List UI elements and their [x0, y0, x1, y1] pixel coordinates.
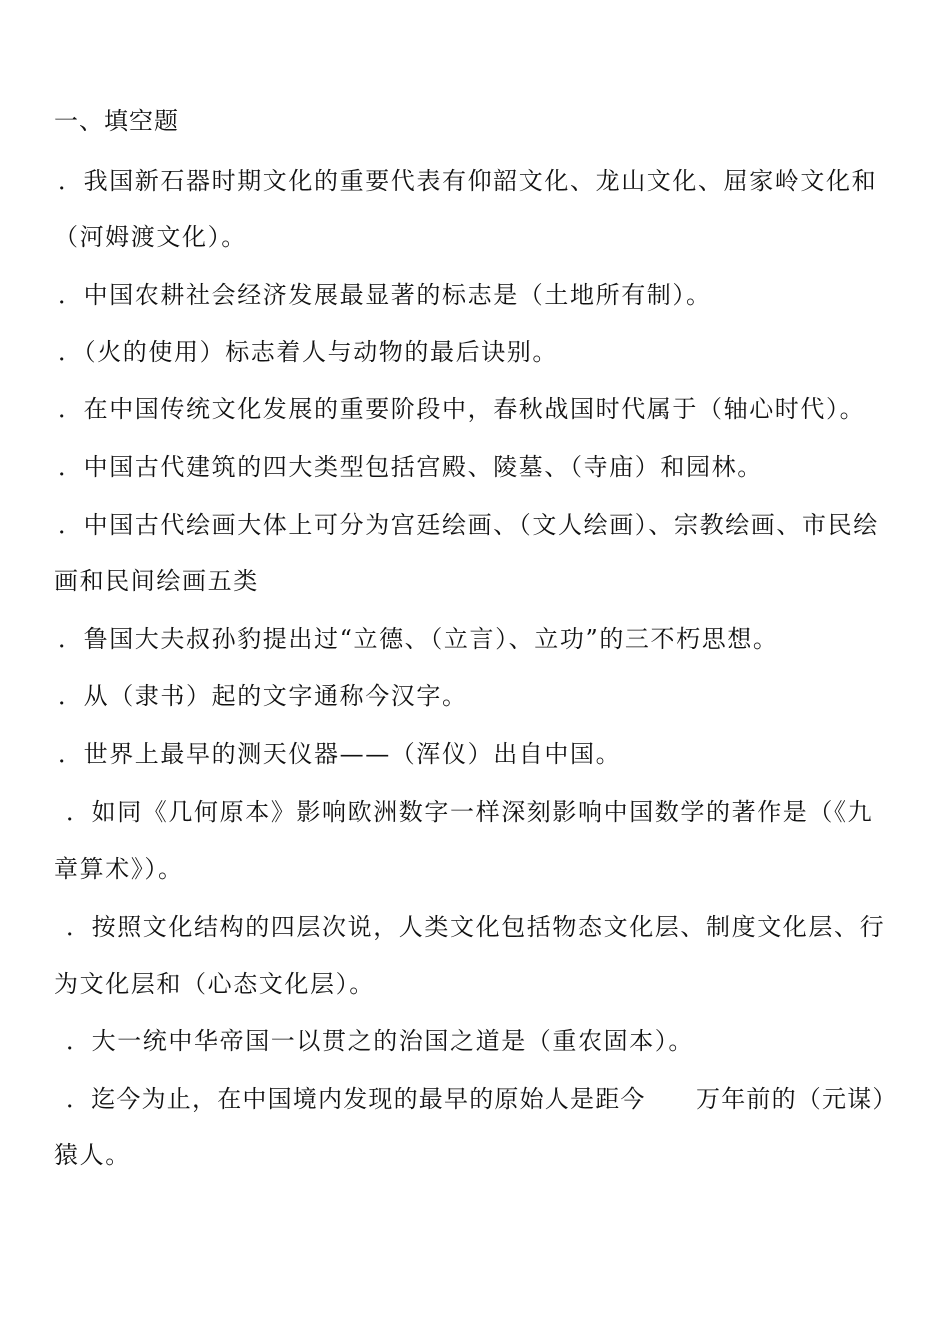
section-heading: 一、填空题	[54, 107, 179, 135]
question-9: ．世界上最早的测天仪器——（浑仪）出自中国。	[58, 740, 622, 768]
question-13-line-1: ．迄今为止，在中国境内发现的最早的原始人是距今 万年前的（元谋）	[66, 1085, 898, 1113]
question-12: ．大一统中华帝国一以贯之的治国之道是（重农固本）。	[66, 1027, 694, 1055]
question-8: ．从（隶书）起的文字通称今汉字。	[58, 682, 468, 710]
question-10-line-1: ．如同《几何原本》影响欧洲数字一样深刻影响中国数学的著作是（《九	[66, 798, 874, 826]
question-3: ．（火的使用）标志着人与动物的最后诀别。	[58, 338, 558, 366]
question-5: ．中国古代建筑的四大类型包括宫殿、陵墓、（寺庙）和园林。	[58, 453, 763, 481]
question-11-line-1: ．按照文化结构的四层次说，人类文化包括物态文化层、制度文化层、行	[66, 913, 886, 941]
question-1-line-2: （河姆渡文化）。	[54, 223, 247, 251]
question-13-line-2: 猿人。	[54, 1141, 131, 1169]
question-6-line-1: ．中国古代绘画大体上可分为宫廷绘画、（文人绘画）、宗教绘画、市民绘	[58, 511, 879, 539]
question-1-line-1: ．我国新石器时期文化的重要代表有仰韶文化、龙山文化、屈家岭文化和	[58, 167, 878, 195]
question-10-line-2: 章算术》）。	[54, 855, 184, 883]
question-2: ．中国农耕社会经济发展最显著的标志是（土地所有制）。	[58, 281, 712, 309]
question-7: ．鲁国大夫叔孙豹提出过“立德、（立言）、立功”的三不朽思想。	[58, 625, 779, 653]
question-6-line-2: 画和民间绘画五类	[54, 567, 259, 595]
question-4: ．在中国传统文化发展的重要阶段中，春秋战国时代属于（轴心时代）。	[58, 395, 866, 423]
question-11-line-2: 为文化层和（心态文化层）。	[54, 970, 375, 998]
